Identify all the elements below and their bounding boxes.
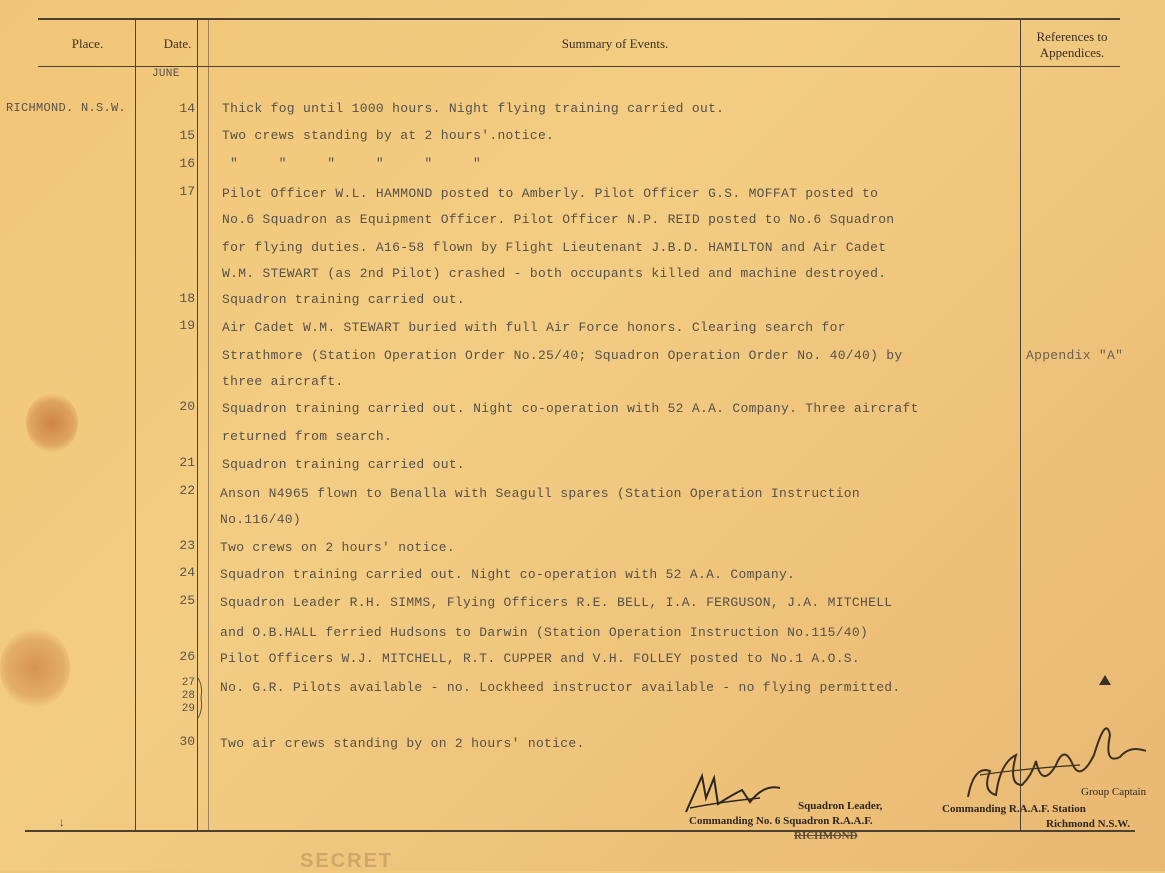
date-16: 16 — [179, 156, 195, 171]
signature-left-location: RICHMOND — [794, 830, 858, 842]
date-19: 19 — [179, 318, 195, 333]
date-14: 14 — [179, 101, 195, 116]
summary-line: Anson N4965 flown to Benalla with Seagull spares (Station Operation Instruction — [220, 486, 860, 501]
signature-right-location: Richmond N.S.W. — [1046, 818, 1130, 830]
summary-line: No.6 Squadron as Equipment Officer. Pilot Officer N.P. REID posted to No.6 Squadron — [222, 212, 895, 227]
appendix-reference: Appendix "A" — [1026, 348, 1124, 363]
date-20: 20 — [179, 399, 195, 414]
date-21: 21 — [179, 455, 195, 470]
summary-line: Strathmore (Station Operation Order No.25/40; Squadron Operation Order No. 40/40) by — [222, 348, 903, 363]
place-value: RICHMOND. N.S.W. — [6, 101, 127, 115]
margin-mark: ↓ — [58, 816, 66, 830]
summary-line: Squadron training carried out. — [222, 292, 466, 307]
date-26: 26 — [179, 649, 195, 664]
summary-line: No. G.R. Pilots available - no. Lockheed instructor available - no flying permitted. — [220, 680, 901, 695]
signature-left-title: Squadron Leader, — [798, 800, 883, 812]
date-30: 30 — [179, 734, 195, 749]
summary-line: No.116/40) — [220, 512, 302, 527]
date-29: 29 — [181, 703, 195, 715]
signature-right-command: Commanding R.A.A.F. Station — [942, 803, 1086, 815]
summary-line: Squadron training carried out. Night co-operation with 52 A.A. Company. Three aircraft — [222, 401, 919, 416]
column-header-summary: Summary of Events. — [561, 36, 669, 51]
signature-left-command: Commanding No. 6 Squadron R.A.A.F. — [689, 815, 873, 827]
date-25: 25 — [179, 593, 195, 608]
summary-line: Thick fog until 1000 hours. Night flying training carried out. — [222, 101, 725, 116]
date-22: 22 — [179, 483, 195, 498]
date-18: 18 — [179, 291, 195, 306]
footer-ghost-text: SECRET — [300, 850, 394, 872]
column-header-date: Date. — [163, 36, 192, 51]
summary-line: for flying duties. A16-58 flown by Flight Lieutenant J.B.D. HAMILTON and Air Cadet — [222, 240, 887, 255]
top-rule — [38, 18, 1120, 20]
col-divider-2b — [208, 20, 209, 830]
date-23: 23 — [179, 538, 195, 553]
summary-line: Squadron Leader R.H. SIMMS, Flying Officers R.E. BELL, I.A. FERGUSON, J.A. MITCHELL — [220, 595, 893, 610]
date-28: 28 — [181, 690, 195, 702]
bottom-rule — [25, 830, 1135, 832]
date-17: 17 — [179, 184, 195, 199]
date-24: 24 — [179, 565, 195, 580]
signature-right-icon — [960, 705, 1160, 815]
summary-line: Squadron training carried out. Night co-operation with 52 A.A. Company. — [220, 567, 796, 582]
stain-mark — [0, 628, 70, 708]
summary-line: Two crews standing by at 2 hours'.notice. — [222, 128, 555, 143]
summary-line: Pilot Officers W.J. MITCHELL, R.T. CUPPER and V.H. FOLLEY posted to No.1 A.O.S. — [220, 651, 860, 666]
month-label: JUNE — [152, 68, 180, 80]
pencil-mark-icon — [1098, 674, 1112, 686]
signature-right-title: Group Captain — [1081, 786, 1147, 798]
summary-line: returned from search. — [222, 429, 393, 444]
summary-line: Two air crews standing by on 2 hours' notice. — [220, 736, 585, 751]
summary-line: Air Cadet W.M. STEWART buried with full Air Force honors. Clearing search for — [222, 320, 846, 335]
summary-line: Two crews on 2 hours' notice. — [220, 540, 455, 555]
column-header-place: Place. — [71, 36, 104, 51]
header-rule — [38, 66, 1120, 67]
date-bracket — [196, 676, 206, 720]
date-27: 27 — [181, 677, 195, 689]
stain-mark — [26, 393, 78, 453]
summary-line: Squadron training carried out. — [222, 457, 466, 472]
summary-line: W.M. STEWART (as 2nd Pilot) crashed - both occupants killed and machine destroyed. — [222, 266, 887, 281]
col-divider-1 — [135, 20, 136, 830]
column-header-references-2: Appendices. — [1039, 45, 1105, 60]
summary-line: and O.B.HALL ferried Hudsons to Darwin (Station Operation Instruction No.115/40) — [220, 625, 869, 640]
column-header-references-1: References to — [1036, 29, 1108, 44]
summary-line: Pilot Officer W.L. HAMMOND posted to Amberly. Pilot Officer G.S. MOFFAT posted to — [222, 186, 879, 201]
summary-line: " " " " " " — [230, 156, 482, 171]
date-15: 15 — [179, 128, 195, 143]
signature-left-icon — [680, 768, 790, 818]
summary-line: three aircraft. — [222, 374, 344, 389]
